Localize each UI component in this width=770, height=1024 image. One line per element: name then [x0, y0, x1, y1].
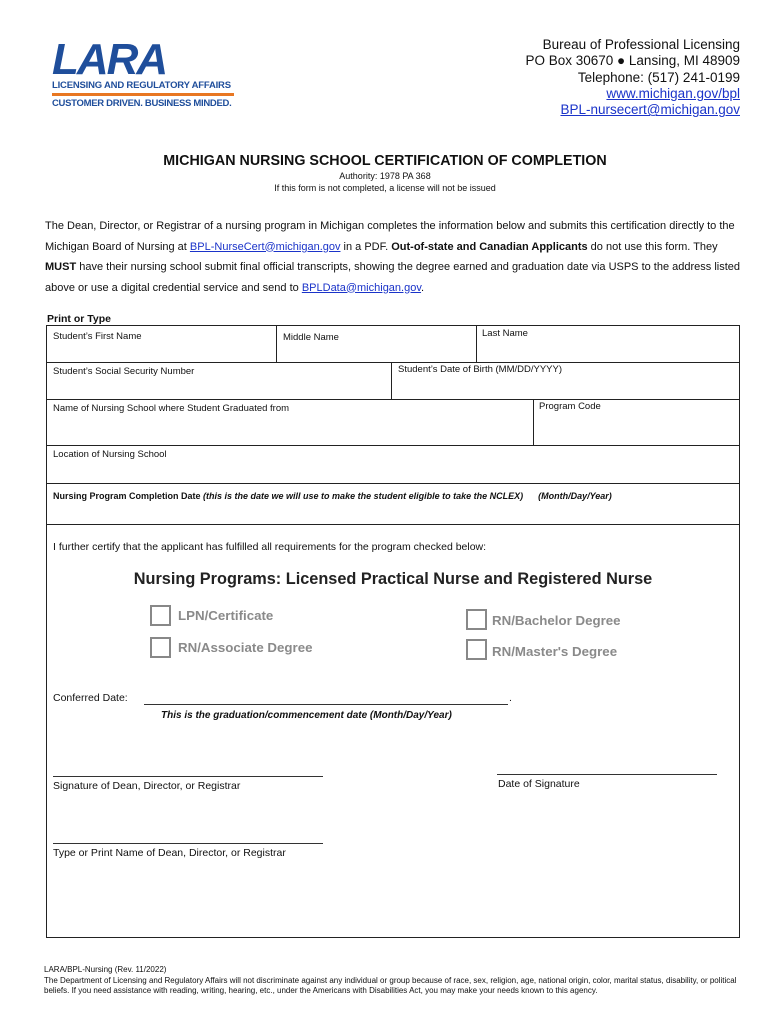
intro-text: The Dean, Director, or Registrar of a nursing program in Michigan completes the information below and submits this certification directly to the Michigan Board of Nursing at — [45, 220, 735, 253]
rn-bachelor-checkbox[interactable] — [466, 609, 487, 630]
programs-title: Nursing Programs: Licensed Practical Nurse and Registered Nurse — [133, 570, 653, 588]
nondiscrimination-notice: The Department of Licensing and Regulatory Affairs will not discriminate against any individual or group because of race, sex, religion, age, national origin, color, marital status, disability, or political beliefs. If you need assistance with reading, writing, hearing, etc., under the Americans with Disabilities Act, you may make your needs known to this agency. — [44, 975, 737, 995]
page-title: MICHIGAN NURSING SCHOOL CERTIFICATION OF COMPLETION — [163, 153, 607, 169]
intro-text: do not use this form. They — [587, 240, 718, 253]
bpldata-email-link[interactable]: BPLData@michigan.gov — [301, 281, 422, 294]
intro-text: in a PDF. — [340, 240, 392, 253]
signature-label: Signature of Dean, Director, or Registrar — [53, 780, 241, 792]
website-link[interactable]: www.michigan.gov/bpl — [606, 85, 740, 101]
row-divider — [47, 524, 739, 525]
completion-date-label — [53, 491, 612, 501]
intro-text: have their nursing school submit final official transcripts, showing the degree earned and graduation date via USPS to the address listed above or use a digital credential service and send to — [45, 261, 741, 294]
conferred-date-label: Conferred Date: — [53, 692, 128, 704]
completion-note: (this is the date we will use to make the student eligible to take the NCLEX) — [203, 491, 524, 501]
conferred-date-line[interactable] — [144, 704, 508, 705]
rn-bachelor-label: RN/Bachelor Degree — [492, 613, 621, 628]
row-divider — [47, 445, 739, 446]
school-name-label: Name of Nursing School where Student Graduated from — [53, 403, 290, 414]
lpn-checkbox[interactable] — [150, 605, 171, 626]
footer — [44, 965, 754, 997]
email-link[interactable]: BPL-nursecert@michigan.gov — [560, 102, 740, 118]
divider — [476, 326, 477, 362]
logo-tagline-agency: LICENSING AND REGULATORY AFFAIRS — [52, 80, 231, 91]
logo-rule — [52, 93, 234, 96]
lara-logo — [52, 35, 242, 112]
middle-name-label: Middle Name — [283, 332, 339, 343]
signature-line[interactable] — [53, 776, 323, 777]
logo-tagline-motto: CUSTOMER DRIVEN. BUSINESS MINDED. — [52, 98, 232, 109]
lpn-label: LPN/Certificate — [178, 608, 274, 623]
divider — [391, 362, 392, 399]
out-of-state-notice: Out-of-state and Canadian Applicants — [391, 240, 588, 253]
po-box: PO Box 30670 ● Lansing, MI 48909 — [525, 53, 740, 69]
divider — [276, 326, 277, 362]
warning-text: If this form is not completed, a license will not be issued — [274, 183, 496, 193]
first-name-label: Student’s First Name — [53, 331, 142, 342]
last-name-label: Last Name — [482, 328, 528, 339]
rn-associate-checkbox[interactable] — [150, 637, 171, 658]
certify-text: I further certify that the applicant has fulfilled all requirements for the program checked below: — [53, 541, 487, 553]
conferred-date-note: This is the graduation/commencement date (Month/Day/Year) — [161, 710, 452, 721]
printed-name-label: Type or Print Name of Dean, Director, or Registrar — [53, 847, 286, 859]
program-code-label: Program Code — [539, 401, 601, 412]
ssn-label: Student’s Social Security Number — [53, 366, 195, 377]
header-address — [525, 37, 740, 118]
row-divider — [47, 399, 739, 400]
nursecert-email-link[interactable]: BPL-NurseCert@michigan.gov — [189, 240, 341, 253]
intro-paragraph — [45, 216, 745, 298]
logo-wordmark: LARA — [52, 35, 167, 84]
row-divider — [47, 362, 739, 363]
authority-text: Authority: 1978 PA 368 — [339, 171, 431, 181]
row-divider — [47, 483, 739, 484]
printed-name-line[interactable] — [53, 843, 323, 844]
location-label: Location of Nursing School — [53, 449, 167, 460]
date-signature-line[interactable] — [497, 774, 717, 775]
bureau-name: Bureau of Professional Licensing — [542, 37, 740, 52]
divider — [533, 399, 534, 445]
date-signature-label: Date of Signature — [498, 778, 580, 790]
form-box — [46, 325, 740, 938]
telephone: Telephone: (517) 241-0199 — [577, 69, 740, 85]
intro-text: . — [421, 281, 425, 294]
period: . — [509, 692, 512, 704]
print-or-type-label: Print or Type — [47, 313, 111, 325]
completion-format: (Month/Day/Year) — [538, 491, 612, 501]
rn-master-label: RN/Master's Degree — [492, 644, 618, 659]
revision-label: LARA/BPL-Nursing (Rev. 11/2022) — [44, 965, 167, 974]
rn-associate-label: RN/Associate Degree — [178, 640, 313, 655]
must-emphasis: MUST — [45, 261, 77, 273]
completion-label-text: Nursing Program Completion Date — [53, 491, 201, 501]
rn-master-checkbox[interactable] — [466, 639, 487, 660]
dob-label: Student’s Date of Birth (MM/DD/YYYY) — [398, 364, 563, 375]
